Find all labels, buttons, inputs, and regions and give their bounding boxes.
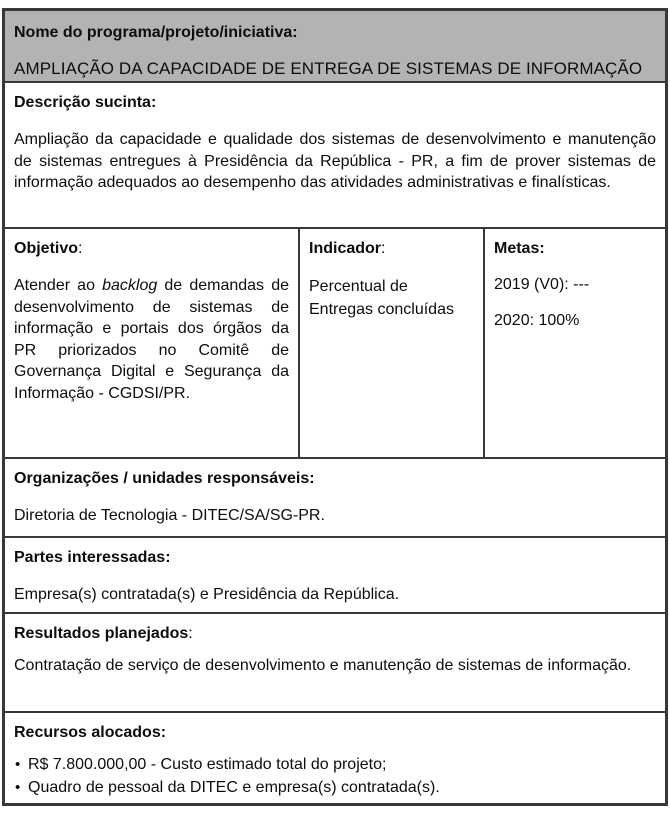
header-section [5, 11, 665, 81]
bullet-icon: • [15, 756, 21, 774]
organizacoes-label-text: Organizações / unidades responsáveis [14, 470, 310, 487]
program-name-label-text: Nome do programa/projeto/iniciativa [14, 24, 293, 41]
objetivo-label-text: Objetivo [14, 240, 79, 257]
indicador-cell [298, 229, 483, 457]
objetivo-text-post: de demandas de desenvolvimento de sistemas de informação e portais dos órgãos da PR priorizados no Comitê de Governança Digital e Segurança da Informação - CGDSI/PR. [14, 277, 289, 402]
program-name-value: AMPLIAÇÃO DA CAPACIDADE DE ENTREGA DE SISTEMAS DE INFORMAÇÃO [14, 59, 643, 79]
objetivo-cell [5, 229, 298, 457]
recursos-label-colon: : [160, 724, 167, 741]
resultados-label [14, 624, 656, 643]
descricao-label-colon: : [150, 94, 157, 111]
metas-label-colon: : [539, 240, 545, 257]
organizacoes-label-colon: : [309, 470, 315, 487]
organizacoes-label [14, 469, 656, 488]
organizacoes-section [5, 457, 665, 536]
indicador-text: Percentual de Entregas concluídas [309, 278, 454, 319]
partes-label [14, 548, 656, 567]
partes-label-colon: : [165, 549, 171, 566]
recursos-item-2: Quadro de pessoal da DITEC e empresa(s) contratada(s). [28, 779, 440, 797]
descricao-section [5, 81, 665, 227]
program-name-label [14, 23, 656, 42]
objetivo-label [14, 239, 289, 258]
descricao-label [14, 93, 656, 112]
program-name-label-colon: : [292, 24, 298, 41]
resultados-label-colon: : [188, 625, 193, 642]
bullet-icon: • [15, 779, 21, 797]
objetivo-text [14, 275, 289, 404]
organizacoes-text: Diretoria de Tecnologia - DITEC/SA/SG-PR. [14, 507, 325, 525]
recursos-label-text: Recursos alocados [14, 724, 161, 741]
project-charter-table [2, 8, 668, 806]
recursos-list [14, 753, 656, 799]
descricao-label-text: Descrição sucinta [14, 94, 151, 111]
partes-label-text: Partes interessadas [14, 549, 166, 566]
metas-label-text: Metas [494, 240, 540, 257]
list-item [14, 753, 656, 776]
objetivo-indicador-metas-row [5, 227, 665, 457]
recursos-section [5, 711, 665, 803]
objetivo-text-italic: backlog [102, 277, 158, 295]
indicador-label-text: Indicador [309, 240, 382, 257]
list-item [14, 776, 656, 799]
resultados-section [5, 612, 665, 711]
resultados-label-text: Resultados planejados [14, 625, 189, 642]
recursos-item-1: R$ 7.800.000,00 - Custo estimado total do projeto; [28, 756, 387, 774]
partes-section [5, 536, 665, 612]
indicador-label [309, 239, 474, 258]
objetivo-label-colon: : [78, 240, 83, 257]
objetivo-text-pre: Atender ao [14, 277, 103, 295]
resultados-text: Contratação de serviço de desenvolvimento e manutenção de sistemas de informação. [14, 657, 632, 675]
descricao-text: Ampliação da capacidade e qualidade dos sistemas de desenvolvimento e manutenção de sistemas entregues à Presidência da República - PR, a fim de prover sistemas de informação adequados ao desempenho das atividades administrativas e finalísticas. [14, 131, 656, 192]
recursos-label [14, 723, 656, 742]
metas-label [494, 239, 656, 258]
partes-text: Empresa(s) contratada(s) e Presidência da República. [14, 586, 400, 604]
metas-2019-value: 2019 (V0): --- [494, 276, 590, 294]
metas-cell [483, 229, 665, 457]
indicador-label-colon: : [381, 240, 386, 257]
metas-2020-value: 2020: 100% [494, 312, 580, 330]
